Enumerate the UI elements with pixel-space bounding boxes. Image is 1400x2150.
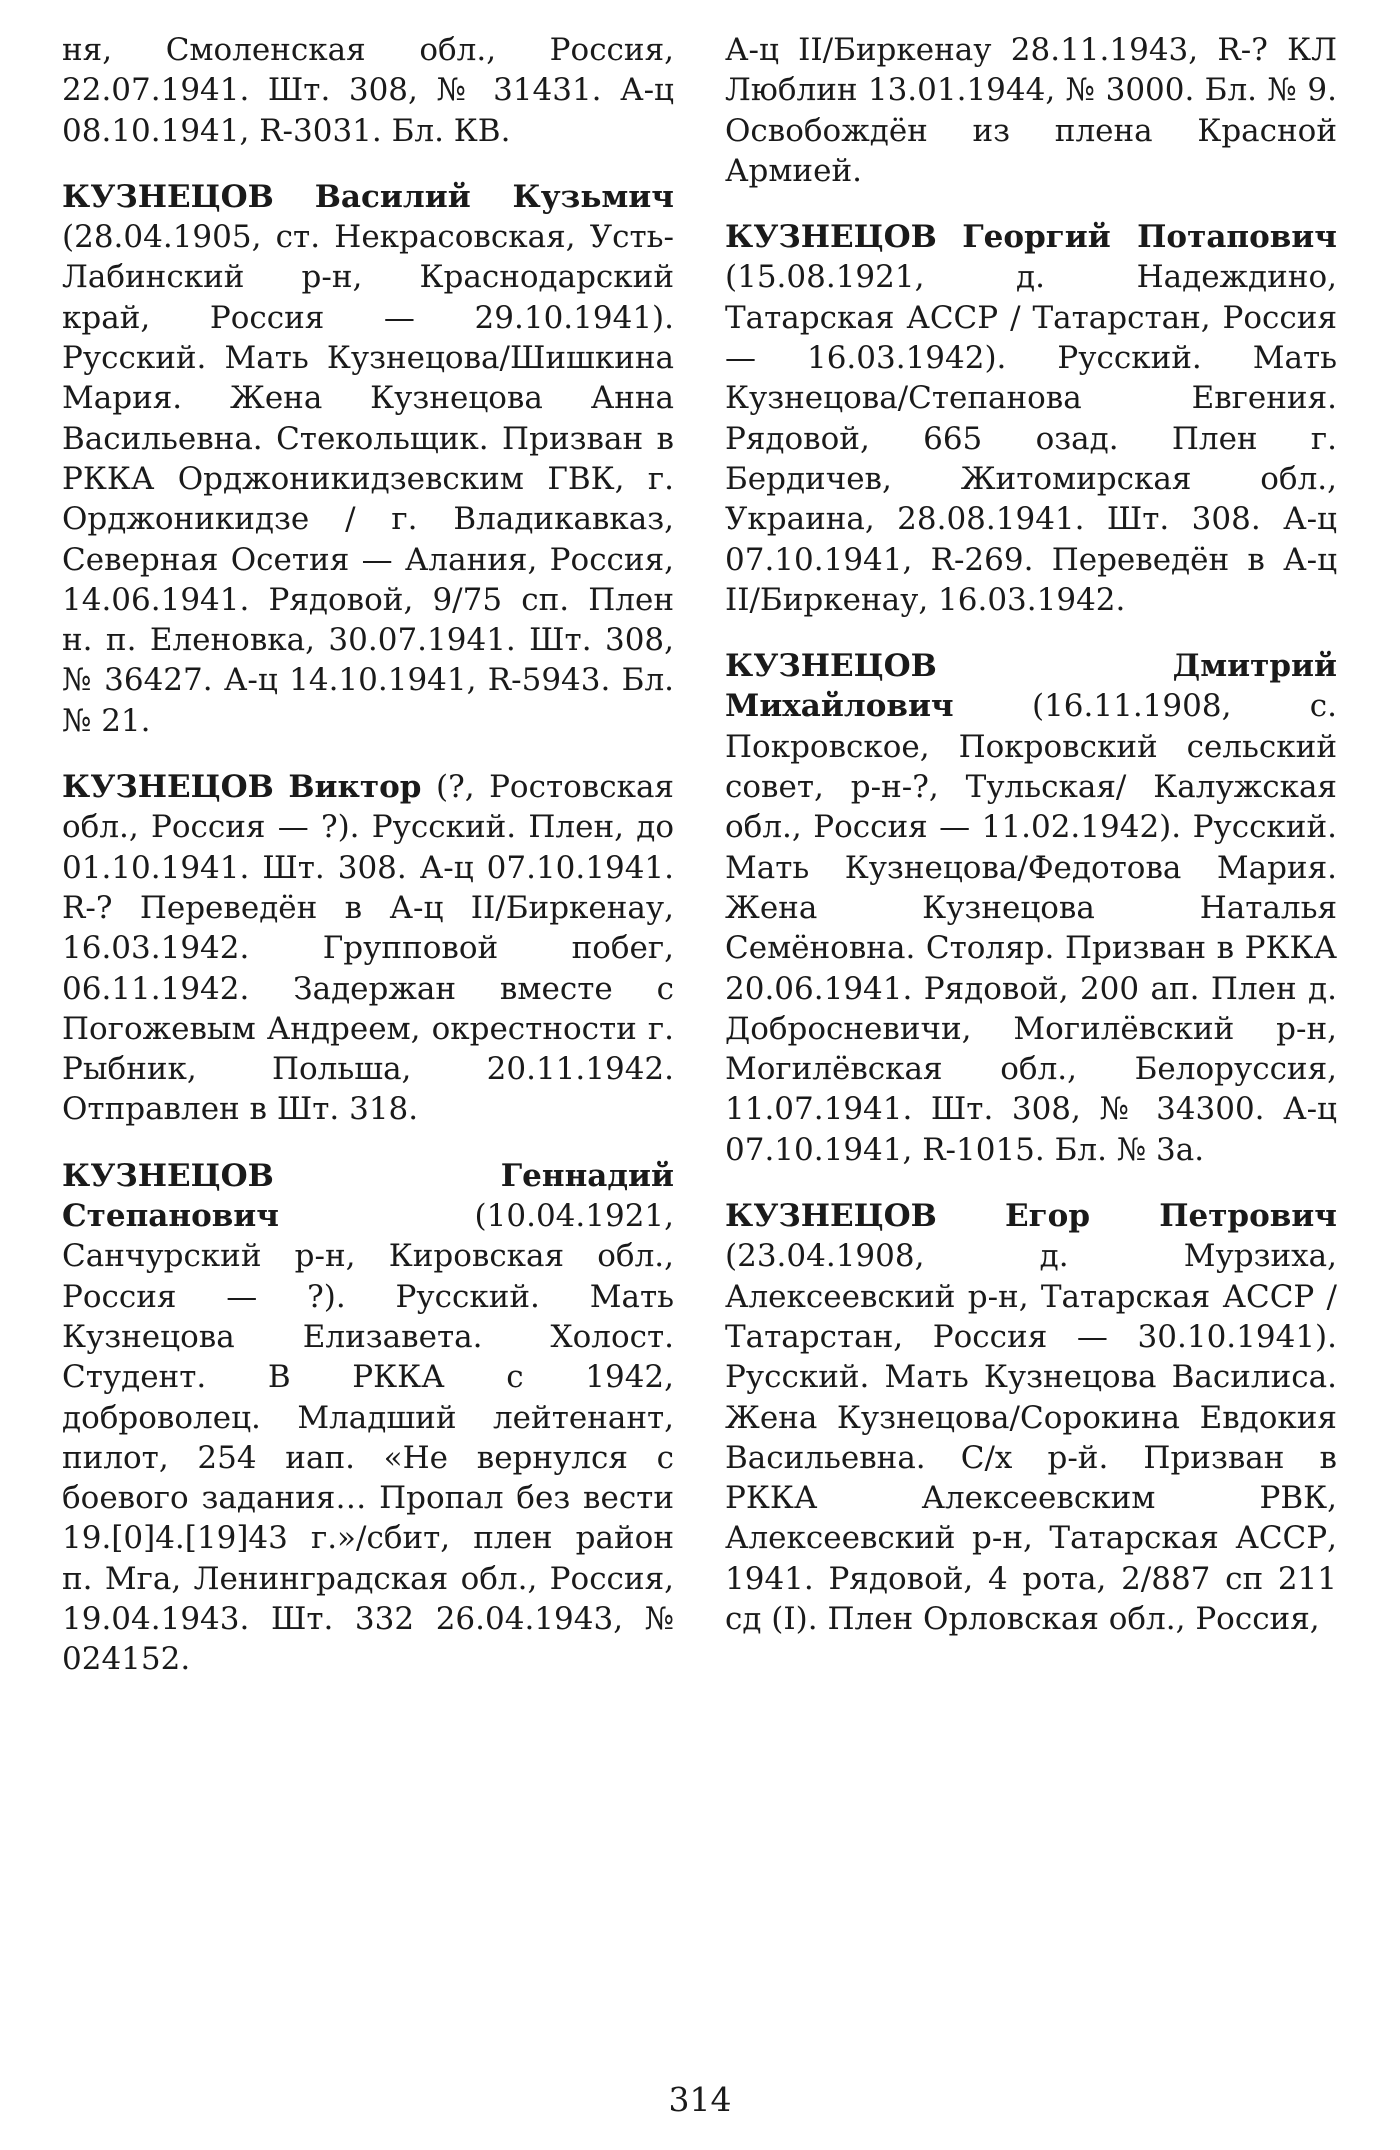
entry-given-name: Дмитрий Михайлович (725, 648, 1337, 725)
entry-kuznetsov-gennadiy (62, 1156, 674, 1680)
entry-given-name: Георгий Потапович (962, 219, 1337, 256)
entry-kuznetsov-dmitriy (725, 646, 1337, 1170)
entry-continuation (725, 30, 1337, 191)
entry-bio: ня, Смоленская обл., Россия, 22.07.1941. Шт. 308, № 31431. А-ц 08.10.1941, R-3031. Бл. КВ. (62, 32, 674, 149)
entry-surname: КУЗНЕЦОВ (725, 1198, 937, 1235)
entry-kuznetsov-viktor (62, 767, 674, 1130)
entry-given-name: Егор Петрович (1005, 1198, 1337, 1235)
page-number: 314 (668, 2080, 732, 2119)
entry-bio: (16.11.1908, с. Покровское, Покровский сельский совет, р-н-?, Тульская/ Калужская обл., Россия — 11.02.1942). Русский. Мать Кузнецова/Федотова Мария. Жена Кузнецова Наталья Семёновна. Столяр. Призван в РККА 20.06.1941. Рядовой, 200 ап. Плен д. Добросневичи, Могилёвский р-н, Могилёвская обл., Белоруссия, 11.07.1941. Шт. 308, № 34300. А-ц 07.10.1941, R-1015. Бл. № 3а. (725, 688, 1337, 1168)
entry-kuznetsov-egor (725, 1196, 1337, 1639)
entry-surname: КУЗНЕЦОВ (725, 219, 937, 256)
right-column (725, 30, 1337, 1665)
entry-kuznetsov-vasiliy (62, 177, 674, 741)
entry-given-name: Василий Кузьмич (314, 178, 674, 215)
left-column (62, 30, 674, 1706)
entry-bio: (23.04.1908, д. Мурзиха, Алексеевский р-н, Татарская АССР / Татарстан, Россия — 30.10.1941). Русский. Мать Кузнецова Василиса. Жена Кузнецова/Сорокина Евдокия Васильевна. С/х р-й. Призван в РККА Алексеевским РВК, Алексеевский р-н, Татарская АССР, 1941. Рядовой, 4 рота, 2/887 сп 211 сд (I). Плен Орловская обл., Россия, (725, 1238, 1337, 1637)
entry-surname: КУЗНЕЦОВ (725, 648, 937, 685)
entry-given-name: Геннадий Степанович (62, 1157, 674, 1235)
entry-bio: (15.08.1921, д. Надеждино, Татарская АССР / Татарстан, Россия — 16.03.1942). Русский. Мать Кузнецова/Степанова Евгения. Рядовой, 665 озад. Плен г. Бердичев, Житомирская обл., Украина, 28.08.1941. Шт. 308. А-ц 07.10.1941, R-269. Переведён в А-ц II/Биркенау, 16.03.1942. (725, 259, 1337, 618)
entry-bio: (10.04.1921, Санчурский р-н, Кировская обл., Россия — ?). Русский. Мать Кузнецова Елизавета. Холост. Студент. В РККА с 1942, доброволец. Младший лейтенант, пилот, 254 иап. «Не вернулся с боевого задания… Пропал без вести 19.[0]4.[19]43 г.»/сбит, плен район п. Мга, Ленинградская обл., Россия, 19.04.1943. Шт. 332 26.04.1943, № 024152. (62, 1198, 674, 1678)
entry-continuation (62, 30, 674, 151)
entry-surname: КУЗНЕЦОВ (62, 769, 274, 806)
entry-bio: (?, Ростовская обл., Россия — ?). Русский. Плен, до 01.10.1941. Шт. 308. А-ц 07.10.1941. R-? Переведён в А-ц II/Биркенау, 16.03.1942. Групповой побег, 06.11.1942. Задержан вместе с Погожевым Андреем, окрестности г. Рыбник, Польша, 20.11.1942. Отправлен в Шт. 318. (62, 769, 674, 1128)
entry-surname: КУЗНЕЦОВ (62, 178, 274, 215)
entry-kuznetsov-georgiy (725, 217, 1337, 620)
entry-bio: (28.04.1905, ст. Некрасовская, Усть-Лабинский р-н, Краснодарский край, Россия — 29.10.1941). Русский. Мать Кузнецова/Шишкина Мария. Жена Кузнецова Анна Васильевна. Стекольщик. Призван в РККА Орджоникидзевским ГВК, г. Орджоникидзе / г. Владикавказ, Северная Осетия — Алания, Россия, 14.06.1941. Рядовой, 9/75 сп. Плен н. п. Еленовка, 30.07.1941. Шт. 308, № 36427. А-ц 14.10.1941, R-5943. Бл. № 21. (62, 219, 674, 739)
entry-surname: КУЗНЕЦОВ (62, 1157, 274, 1194)
entry-bio: А-ц II/Биркенау 28.11.1943, R-? КЛ Люблин 13.01.1944, № 3000. Бл. № 9. Освобождён из плена Красной Армией. (725, 32, 1337, 189)
entry-given-name: Виктор (288, 769, 422, 806)
